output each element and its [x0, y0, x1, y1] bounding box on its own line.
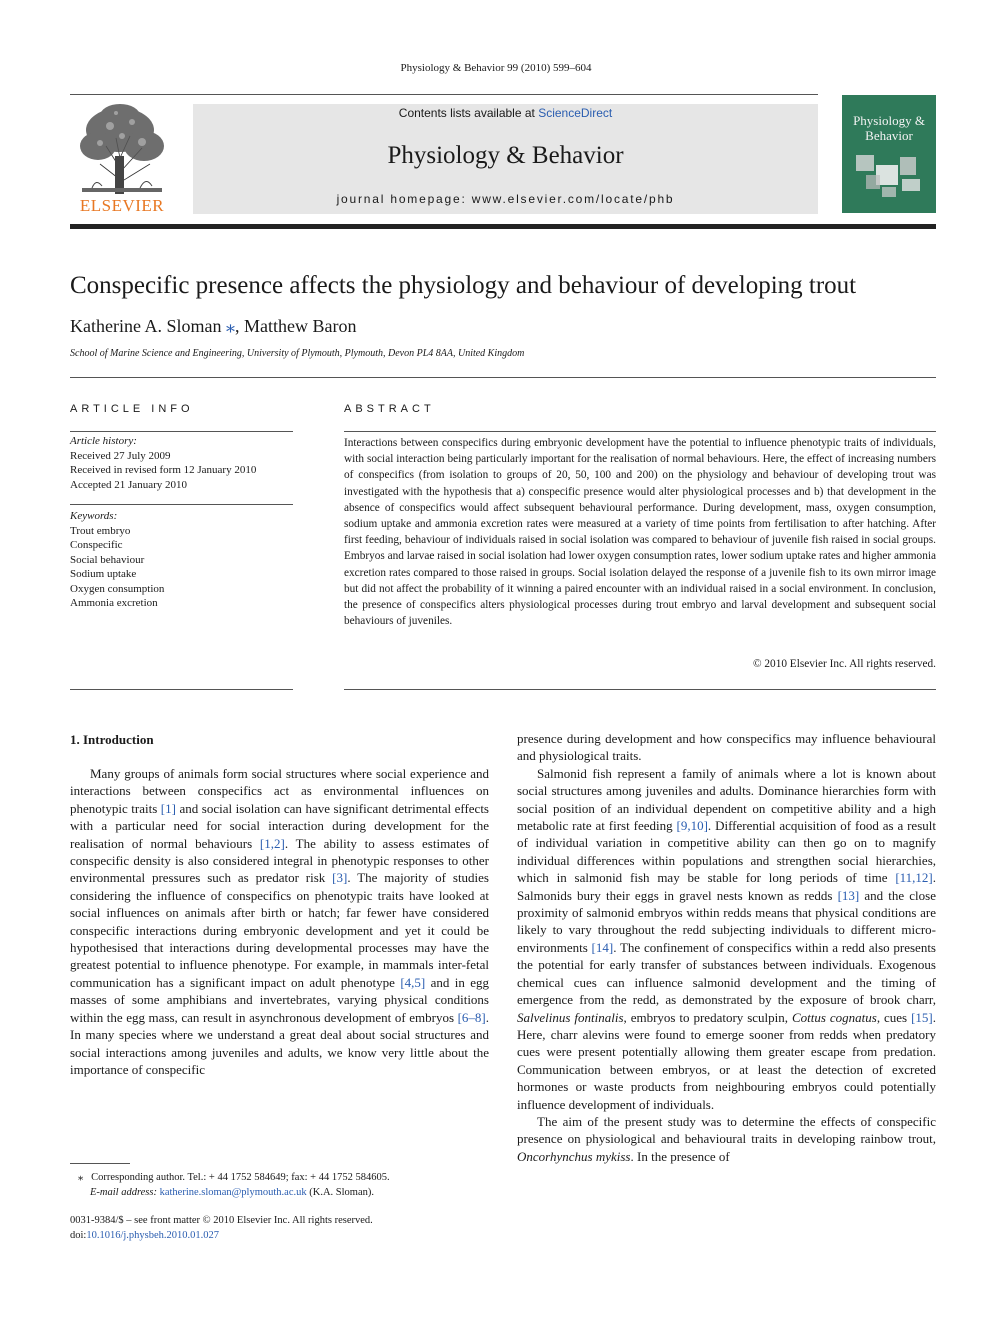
history-item: Received in revised form 12 January 2010: [70, 464, 257, 476]
abstract-heading: ABSTRACT: [344, 403, 435, 415]
citation-link[interactable]: [4,5]: [400, 974, 426, 990]
header-rule: [70, 94, 818, 95]
contents-line: [193, 106, 818, 120]
author-sloman[interactable]: Katherine A. Sloman: [70, 316, 222, 336]
keyword: Trout embryo: [70, 524, 131, 537]
citation-link[interactable]: [1]: [160, 800, 176, 816]
history-label: Article history:: [70, 435, 137, 447]
citation-link[interactable]: [3]: [332, 870, 348, 886]
abstract-text: Interactions between conspecifics during embryonic development have the potential to influence phenotypic traits of individuals, with social interaction being particularly important for the realisation of normal behaviours. Here, the effect of increasing numbers of conspecifics (from isolation to groups of 20, 50, 100 and 200) on the physiology and behaviour of developing trout was investigated with the hypothesis that a) conspecific presence would alter physiological processes and b) that development in the absence of conspecifics would affect subsequent behavioural performance. During development, mass, oxygen consumption, sodium uptake and ammonia excretion rates were measured at a variety of time points from fertilisation to after hatching. After first feeding, behaviour of individuals raised in social isolation was compared to behaviour of juvenile fish raised in social groups. Embryos and larvae raised in social isolation had lower oxygen consumption rates, lower sodium uptake rates and higher ammonia excretion rates compared to those raised in groups. Social isolation delayed the response of a juvenile fish to its own mirror image but did not affect the probability of it winning a paired encounter with an individual raised in a social environment. In conclusion, the presence of conspecifics alters physiological processes during trout embryo and larval development and subsequent social behaviours of juveniles.: [344, 437, 936, 628]
sciencedirect-link[interactable]: ScienceDirect: [538, 106, 613, 120]
elsevier-wordmark: ELSEVIER: [79, 196, 165, 215]
header-thick-rule: [70, 224, 936, 229]
article-title: Conspecific presence affects the physiology and behaviour of developing trout: [70, 272, 857, 299]
paragraph: The aim of the present study was to determine the effects of conspecific presence on physiological and behavioural traits in developing rainbow trout, Oncorhynchus mykiss. In the presence of: [517, 1113, 936, 1164]
footnote-mark: ⁎: [78, 1172, 84, 1183]
abstract-rule: [344, 431, 936, 432]
footnote-rule: [70, 1163, 130, 1164]
keyword: Ammonia excretion: [70, 597, 158, 609]
copyright: © 2010 Elsevier Inc. All rights reserved.: [752, 658, 936, 670]
email-label: E-mail address:: [90, 1187, 157, 1198]
citation-link[interactable]: [6–8]: [457, 1009, 486, 1025]
body-column-right: [517, 730, 936, 1165]
paragraph: Many groups of animals form social structures where social experience and interactions between conspecifics act as environmental influences on phenotypic traits [1] and social isolation can have significant detrimental effects with a particular need for social interaction during development for the realisation of normal behaviours [1,2]. The ability to assess estimates of conspecific density is also considered integral in phenotypic responses to other environmental pressures such as predator risk [3]. The majority of studies considering the influence of conspecifics on phenotypic traits have looked at social influences on animals after birth or hatch; far fewer have considered conspecific interactions during embryonic development and yet it could be hypothesised that interactions during developmental processes may have the greatest potential to influence phenotype. For example, in mammals inter-fetal communication has a significant impact on adult phenotype [4,5] and in egg masses of some amphibians and invertebrates, varying physical conditions within the egg mass, can result in asynchronous development of embryos [6–8]. In many species where we understand a great deal about social structures and social interactions among juveniles and adults, we know very little about the importance of conspecific: [70, 766, 489, 1077]
journal-title: Physiology & Behavior: [387, 142, 624, 169]
article-info-rule: [70, 689, 293, 690]
abstract-rule: [344, 689, 936, 690]
history-item: Accepted 21 January 2010: [70, 478, 187, 491]
footnote-contact: Corresponding author. Tel.: + 44 1752 584649; fax: + 44 1752 584605.: [91, 1172, 390, 1183]
section-heading-introduction: 1. Introduction: [70, 732, 154, 747]
citation-link[interactable]: [1,2]: [259, 835, 285, 851]
journal-cover[interactable]: [842, 95, 936, 213]
journal-banner: [193, 104, 818, 214]
keywords: [70, 509, 293, 611]
citation-link[interactable]: [9,10]: [676, 818, 708, 834]
footnote: [70, 1170, 489, 1200]
citation-link[interactable]: [14]: [591, 939, 614, 955]
citation-link[interactable]: [15]: [911, 1009, 933, 1025]
citation-link[interactable]: [11,12]: [895, 870, 933, 886]
article-info-rule: [70, 431, 293, 432]
author-baron[interactable]: , Matthew Baron: [234, 316, 357, 336]
keyword: Sodium uptake: [70, 568, 137, 580]
doi-link[interactable]: 10.1016/j.physbeh.2010.01.027: [86, 1230, 220, 1241]
cover-title: Physiology & Behavior: [853, 113, 925, 143]
journal-homepage[interactable]: journal homepage: www.elsevier.com/locate/phb: [336, 192, 675, 206]
issn-block: [70, 1213, 489, 1243]
keywords-label: Keywords:: [70, 510, 118, 522]
article-info-heading: ARTICLE INFO: [70, 403, 194, 415]
body-column-left: [70, 765, 489, 1078]
title-rule: [70, 377, 936, 378]
journal-citation: Physiology & Behavior 99 (2010) 599–604: [400, 62, 592, 74]
keyword: Social behaviour: [70, 553, 145, 566]
corresponding-author-mark[interactable]: ⁎: [225, 316, 235, 336]
email-suffix: (K.A. Sloman).: [306, 1187, 374, 1198]
paragraph: Salmonid fish represent a family of animals where a lot is known about social structures among juveniles and adults. Dominance hierarchies form with social position of an individual dependent on competitive ability and a high metabolic rate at first feeding [9,10]. Differential acquisition of food as a result of individual variation in competitive ability can then go on to magnify individual differences within populations and strengthen social hierarchies, which in salmonid fish may be stable for long periods of time [11,12]. Salmonids bury their eggs in gravel nests known as redds [13] and the close proximity of salmonid embryos within redds means that physical conditions are likely to vary throughout the redd subjecting individuals to different micro-environments [14]. The confinement of conspecifics within a redd also presents the potential for early transfer of substances between individuals. Exogenous chemical cues can influence salmonid development and the timing of emergence from the redd, as demonstrated by the exposure of brook charr, Salvelinus fontinalis, embryos to predatory sculpin, Cottus cognatus, cues [15]. Here, charr alevins were found to emerge sooner from redds when predatory cues were present potentially allowing them greater escape from predation. Communication between embryos, or at least the detection of excreted hormones or waste products from neighbouring embryos could potentially influence development of individuals.: [517, 765, 936, 1112]
article-info-rule: [70, 504, 293, 505]
doi-prefix: doi:: [70, 1230, 87, 1241]
history-item: Received 27 July 2009: [70, 449, 171, 462]
keyword: Oxygen consumption: [70, 582, 165, 595]
author-list: [70, 316, 356, 337]
article-history: [70, 434, 293, 492]
keyword: Conspecific: [70, 539, 123, 551]
affiliation: School of Marine Science and Engineering, University of Plymouth, Plymouth, Devon PL4 8AA, United Kingdom: [70, 348, 525, 359]
issn-line: 0031-9384/$ – see front matter © 2010 Elsevier Inc. All rights reserved.: [70, 1215, 373, 1226]
paragraph: presence during development and how conspecifics may influence behavioural and physiological traits.: [517, 731, 936, 764]
contents-prefix: Contents lists available at: [398, 106, 539, 120]
elsevier-logo[interactable]: [70, 98, 174, 216]
citation-link[interactable]: [13]: [837, 887, 860, 903]
email-link[interactable]: katherine.sloman@plymouth.ac.uk: [159, 1187, 307, 1198]
